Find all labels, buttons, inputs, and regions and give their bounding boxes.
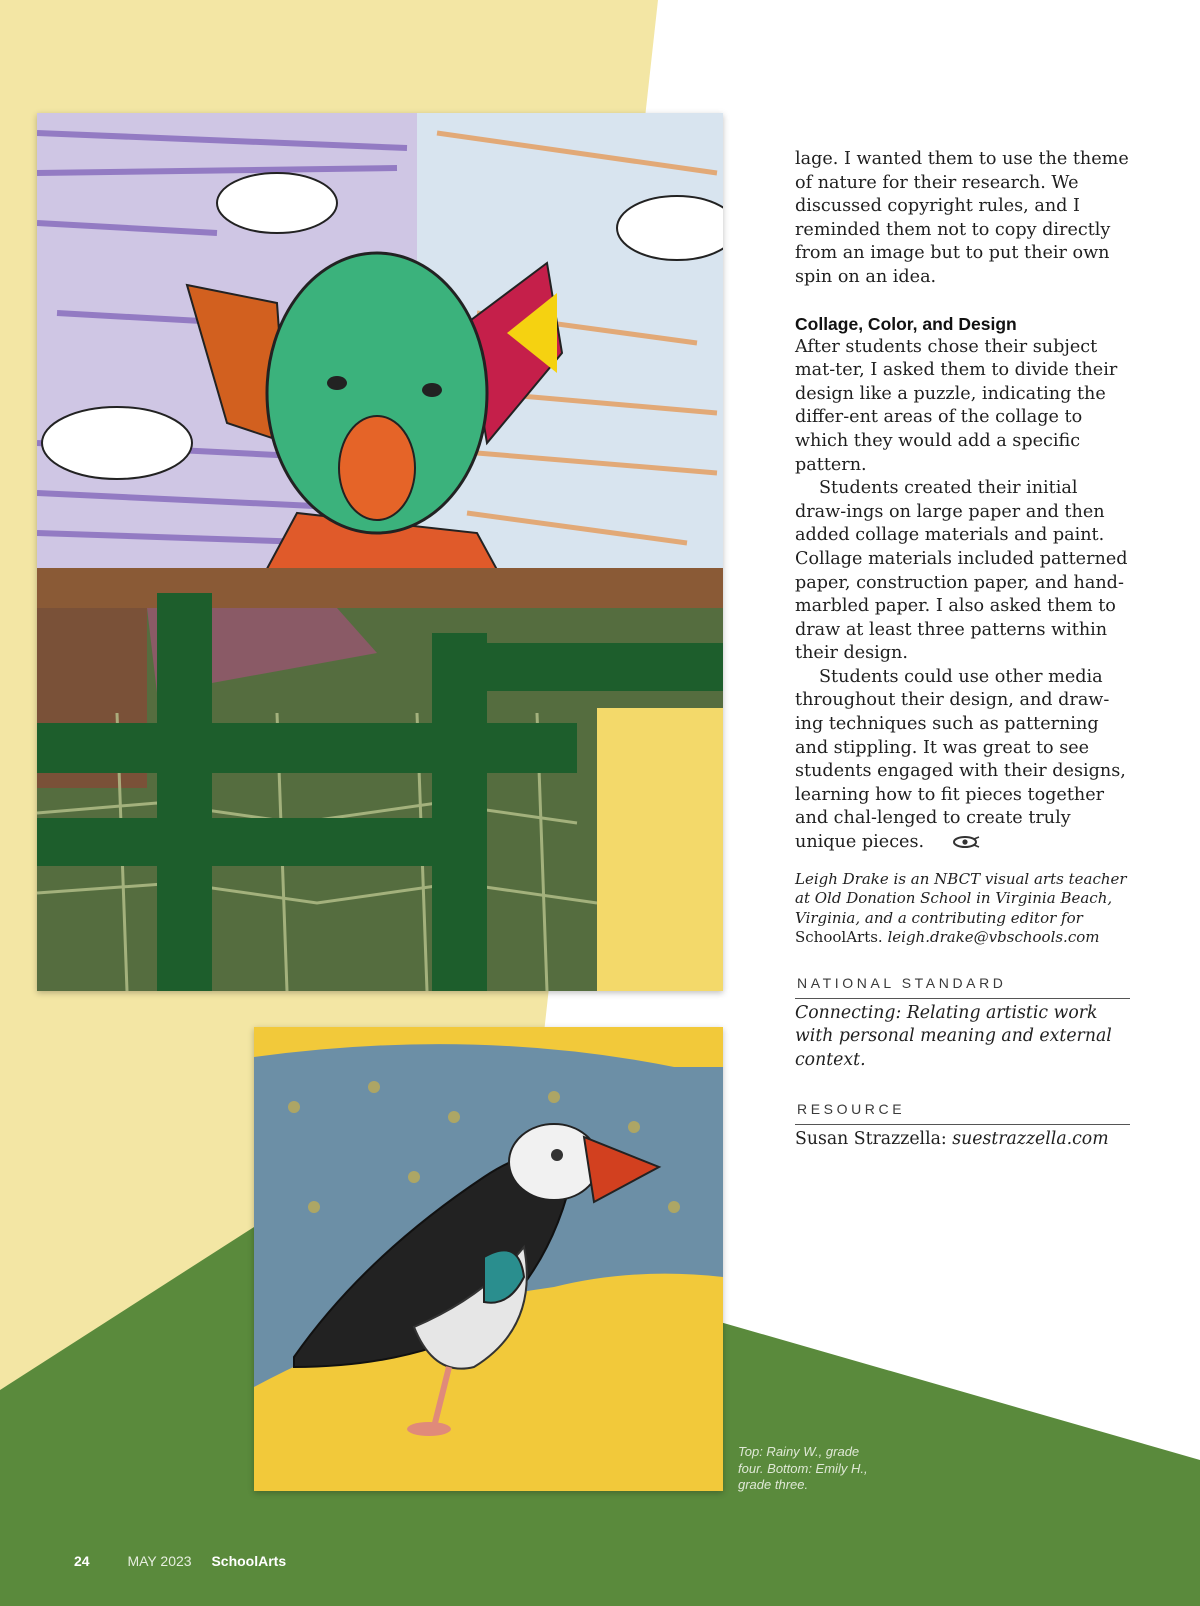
- artwork-top-collage: [37, 113, 723, 991]
- issue-date: MAY 2023: [127, 1553, 192, 1569]
- eye-icon: [928, 833, 980, 857]
- national-standard-label: NATIONAL STANDARD: [795, 972, 1130, 999]
- resource-name: Susan Strazzella:: [795, 1128, 947, 1149]
- article-paragraph-2: Students created their initial draw-ings on large paper and then added collage materials and paint. Collage materials included patterned paper, construction paper, and hand-marbled paper. I also asked them to draw at least three patterns within their design.: [795, 478, 1128, 664]
- article-paragraph-3: [795, 666, 1130, 857]
- article-paragraph-3-text: Students could use other media throughout their design, and draw-ing techniques such as patterning and stippling. It was great to see students engaged with their designs, learning how to fit pieces together and chal-lenged to create truly unique pieces.: [795, 666, 1126, 853]
- national-standard-box: [795, 972, 1130, 1072]
- resource-box: [795, 1098, 1130, 1151]
- author-bio-text: Leigh Drake is an NBCT visual arts teacher at Old Donation School in Virginia Beach, Virginia, and a contributing editor for: [795, 869, 1127, 927]
- artwork-bottom-puffin: [254, 1027, 723, 1491]
- article-column: [795, 148, 1130, 1151]
- resource-label: RESOURCE: [795, 1098, 1130, 1125]
- resource-url: suestrazzella.com: [952, 1128, 1109, 1149]
- page-footer: [74, 1553, 286, 1569]
- section-heading: Collage, Color, and Design: [795, 313, 1017, 334]
- article-paragraph-1: After students chose their subject mat-ter, I asked them to divide their design like a puzzle, indicating the differ-ent areas of the collage to which they would add a specific pattern.: [795, 336, 1118, 475]
- national-standard-text: Connecting: Relating artistic work with personal meaning and external context.: [795, 1002, 1112, 1070]
- article-intro: lage. I wanted them to use the theme of nature for their research. We discussed copyright rules, and I reminded them not to copy directly from an image but to put their own spin on an idea.: [795, 149, 1129, 287]
- magazine-name: SchoolArts: [211, 1553, 287, 1569]
- resource-text: [795, 1128, 1130, 1152]
- image-caption: Top: Rainy W., grade four. Bottom: Emily H., grade three.: [738, 1444, 868, 1492]
- author-bio-magazine: SchoolArts.: [795, 928, 883, 947]
- author-email: leigh.drake@vbschools.com: [887, 928, 1100, 947]
- author-bio: [795, 870, 1130, 948]
- page-number: 24: [74, 1553, 90, 1569]
